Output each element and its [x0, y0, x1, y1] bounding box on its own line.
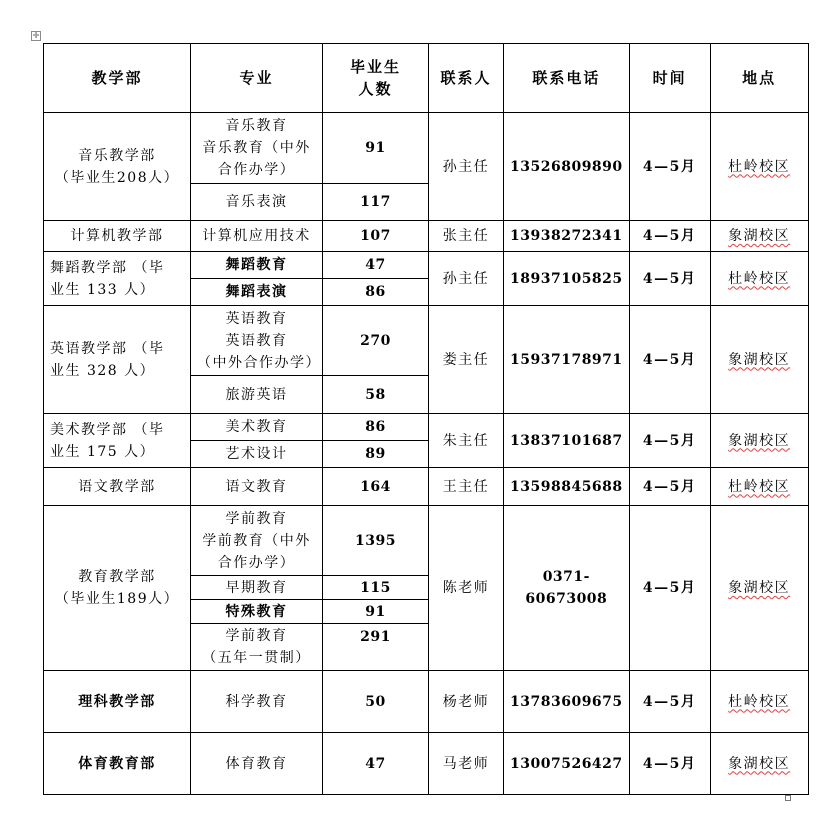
major-line: （中外合作办学）: [197, 354, 321, 371]
count-cell: 164: [323, 468, 429, 506]
dept-line: 英语教学部 （毕: [50, 340, 165, 357]
major-cell: 音乐表演: [191, 184, 323, 221]
header-graduates-line2: 人数: [358, 80, 393, 98]
header-major: 专业: [191, 44, 323, 113]
place-cell: [710, 468, 808, 506]
dept-line: 舞蹈教学部 （毕: [50, 259, 165, 276]
time-cell: 4—5月: [629, 414, 710, 468]
contact-cell: 王主任: [429, 468, 504, 506]
count-cell: 115: [323, 576, 429, 600]
table-row: [44, 468, 809, 506]
graduate-table: [43, 43, 809, 795]
place-cell: [710, 221, 808, 252]
dept-cell: [44, 414, 191, 468]
count-cell: 291: [323, 624, 429, 671]
major-line: 英语教育: [225, 310, 288, 327]
place-cell: [710, 671, 808, 733]
header-row: [44, 44, 809, 113]
dept-name: 音乐教学部: [78, 147, 156, 164]
major-line: 学前教育（中外: [202, 532, 311, 549]
table-row: [44, 252, 809, 279]
major-line: 音乐教育（中外: [202, 140, 311, 156]
contact-cell: 孙主任: [429, 113, 504, 221]
dept-cell: 计算机教学部: [44, 221, 191, 252]
phone-line: 0371-: [542, 569, 590, 585]
place-cell: [710, 733, 808, 795]
place-text: 杜岭校区: [728, 693, 791, 710]
place-cell: [710, 506, 808, 671]
count-cell: 47: [323, 733, 429, 795]
table-row: [44, 671, 809, 733]
place-text: 象湖校区: [728, 580, 791, 596]
contact-cell: 张主任: [429, 221, 504, 252]
major-cell: [191, 113, 323, 184]
phone-cell: 13007526427: [504, 733, 630, 795]
place-cell: [710, 252, 808, 306]
time-cell: 4—5月: [629, 733, 710, 795]
header-graduates: [323, 44, 429, 113]
count-cell: 89: [323, 441, 429, 468]
major-cell: 舞蹈教育: [191, 252, 323, 279]
header-contact: 联系人: [429, 44, 504, 113]
contact-cell: 朱主任: [429, 414, 504, 468]
dept-sub: （毕业生189人）: [54, 591, 180, 607]
dept-sub: （毕业生208人）: [54, 169, 180, 186]
phone-cell: 13837101687: [504, 414, 630, 468]
table-row: [44, 414, 809, 441]
place-text: 杜岭校区: [728, 478, 791, 495]
place-text: 象湖校区: [728, 351, 791, 368]
place-text: 象湖校区: [728, 755, 791, 772]
contact-cell: 马老师: [429, 733, 504, 795]
count-cell: 1395: [323, 506, 429, 576]
contact-cell: 孙主任: [429, 252, 504, 306]
major-cell: 舞蹈表演: [191, 279, 323, 306]
table-resize-handle[interactable]: [785, 795, 791, 801]
dept-cell: [44, 113, 191, 221]
time-cell: 4—5月: [629, 306, 710, 414]
time-cell: 4—5月: [629, 113, 710, 221]
major-line: 英语教育: [225, 332, 288, 349]
dept-line: 业生 175 人）: [50, 443, 156, 460]
contact-cell: 杨老师: [429, 671, 504, 733]
dept-line: 业生 133 人）: [50, 281, 156, 298]
time-cell: 4—5月: [629, 252, 710, 306]
major-line: 音乐教育: [225, 118, 288, 134]
table-row: [44, 733, 809, 795]
major-line: 合作办学）: [217, 554, 296, 571]
major-cell: 美术教育: [191, 414, 323, 441]
major-cell: 旅游英语: [191, 376, 323, 414]
header-graduates-line1: 毕业生: [349, 58, 401, 76]
count-cell: 86: [323, 414, 429, 441]
place-text: 象湖校区: [728, 432, 791, 449]
move-anchor-icon[interactable]: ✛: [32, 31, 40, 40]
phone-cell: 13526809890: [504, 113, 630, 221]
contact-cell: 娄主任: [429, 306, 504, 414]
place-text: 象湖校区: [728, 228, 791, 244]
phone-cell: [504, 506, 630, 671]
header-dept: 教学部: [44, 44, 191, 113]
place-cell: [710, 306, 808, 414]
count-cell: 91: [323, 600, 429, 624]
phone-cell: 13938272341: [504, 221, 630, 252]
dept-cell: 语文教学部: [44, 468, 191, 506]
dept-line: 美术教学部 （毕: [50, 421, 165, 438]
count-cell: 91: [323, 113, 429, 184]
count-cell: 107: [323, 221, 429, 252]
dept-cell: [44, 306, 191, 414]
count-cell: 117: [323, 184, 429, 221]
major-cell: 计算机应用技术: [191, 221, 323, 252]
dept-cell: [44, 506, 191, 671]
time-cell: 4—5月: [629, 506, 710, 671]
header-phone: 联系电话: [504, 44, 630, 113]
major-cell: 特殊教育: [191, 600, 323, 624]
header-place: 地点: [710, 44, 808, 113]
dept-cell: 体育教育部: [44, 733, 191, 795]
count-cell: 47: [323, 252, 429, 279]
dept-cell: [44, 252, 191, 306]
major-cell: 科学教育: [191, 671, 323, 733]
header-time: 时间: [629, 44, 710, 113]
major-cell: 体育教育: [191, 733, 323, 795]
major-cell: [191, 306, 323, 376]
major-line: 学前教育: [225, 510, 288, 527]
major-line: 合作办学）: [217, 162, 296, 178]
time-cell: 4—5月: [629, 221, 710, 252]
count-cell: 86: [323, 279, 429, 306]
place-text: 杜岭校区: [728, 270, 791, 287]
major-cell: 艺术设计: [191, 441, 323, 468]
place-cell: [710, 414, 808, 468]
table-row: [44, 306, 809, 376]
table-row: [44, 506, 809, 576]
major-cell: [191, 624, 323, 671]
time-cell: 4—5月: [629, 671, 710, 733]
phone-cell: 18937105825: [504, 252, 630, 306]
dept-line: 业生 328 人）: [50, 362, 156, 379]
time-cell: 4—5月: [629, 468, 710, 506]
phone-cell: 13598845688: [504, 468, 630, 506]
major-cell: 早期教育: [191, 576, 323, 600]
dept-cell: 理科教学部: [44, 671, 191, 733]
major-line: 学前教育: [225, 628, 288, 644]
major-cell: [191, 506, 323, 576]
phone-line: 60673008: [525, 591, 608, 607]
phone-cell: 15937178971: [504, 306, 630, 414]
table-row: [44, 113, 809, 184]
place-text: 杜岭校区: [728, 158, 791, 175]
count-cell: 270: [323, 306, 429, 376]
contact-cell: 陈老师: [429, 506, 504, 671]
place-cell: [710, 113, 808, 221]
phone-cell: 13783609675: [504, 671, 630, 733]
count-cell: 58: [323, 376, 429, 414]
dept-name: 教育教学部: [78, 569, 156, 585]
major-cell: 语文教育: [191, 468, 323, 506]
count-cell: 50: [323, 671, 429, 733]
table-row: [44, 221, 809, 252]
major-line: （五年一贯制）: [202, 650, 311, 666]
